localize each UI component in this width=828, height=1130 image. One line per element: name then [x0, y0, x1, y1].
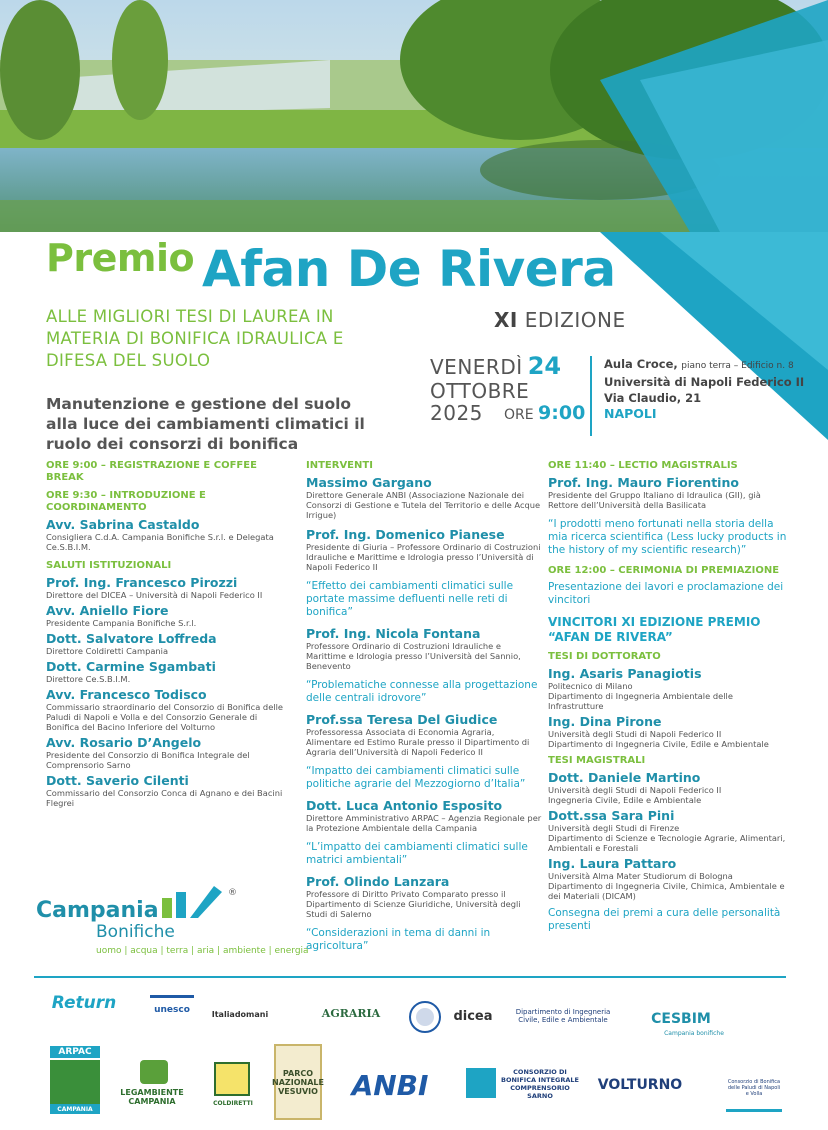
speaker-desc: Presidente di Giuria – Professore Ordinario di Costruzioni Idrauliche e Marittime e Idrologia presso l’Università di Napoli Federico II	[306, 542, 541, 572]
ceremony-desc: Presentazione dei lavori e proclamazione dei vincitori	[548, 581, 784, 606]
moderator-name: Avv. Sabrina Castaldo	[46, 517, 200, 532]
winner-name: Dott.ssa Sara Pini	[548, 808, 675, 823]
spacer	[306, 867, 542, 871]
sponsor-agraria: AGRARIA	[321, 1006, 381, 1020]
logo-registered: ®	[228, 888, 237, 898]
speaker-name: Prof. Ing. Francesco Pirozzi	[46, 575, 238, 590]
legambiente-leaf-icon	[140, 1060, 168, 1084]
talk-title: “Problematiche connesse alla progettazione delle centrali idrovore”	[306, 679, 538, 704]
venue-university: Università di Napoli Federico II	[604, 375, 805, 389]
venue-room-detail: piano terra – Edificio n. 8	[681, 361, 794, 371]
award-title: Afan De Rivera	[202, 240, 616, 298]
edition-number: XI	[494, 308, 518, 332]
program-column-3	[548, 460, 788, 933]
speaker-desc: Direttore Generale ANBI (Associazione Nazionale dei Consorzi di Gestione e Tutela del Territorio e delle Acque Irrigue)	[306, 490, 541, 520]
edition-label	[494, 308, 626, 332]
date-time: 9:00	[538, 402, 586, 424]
arpac-map-icon	[50, 1060, 100, 1104]
winner-desc: Università degli Studi di Napoli Federico II Dipartimento di Ingegneria Civile, Edile e Ambientale	[548, 729, 769, 749]
talk-title: “Impatto dei cambiamenti climatici sulle politiche agrarie del Mezzogiorno d’Italia”	[306, 765, 526, 790]
speaker-desc: Direttore Amministrativo ARPAC – Agenzia Regionale per la Protezione Ambientale della Campania	[306, 813, 542, 833]
speaker-name: Prof.ssa Teresa Del Giudice	[306, 712, 498, 727]
introduction-heading: ORE 9:30 – INTRODUZIONE E COORDINAMENTO	[46, 490, 206, 513]
date-ore: ORE	[504, 407, 534, 423]
speaker-name: Dott. Carmine Sgambati	[46, 659, 216, 674]
registration-heading: ORE 9:00 – REGISTRAZIONE E COFFEE BREAK	[46, 460, 257, 483]
sponsor-arpac: ARPAC	[50, 1046, 100, 1058]
footer-separator	[34, 976, 786, 978]
hero-image	[0, 0, 828, 232]
closing-note: Consegna dei premi a cura delle personalità presenti	[548, 907, 781, 932]
speaker-name: Avv. Rosario D’Angelo	[46, 735, 202, 750]
sponsor-dicea: dicea	[453, 1008, 493, 1024]
spacer	[306, 953, 542, 957]
winner-desc: Università Alma Mater Studiorum di Bologna Dipartimento di Ingegneria Civile, Chimica, Ambientale e dei Materiali (DICAM)	[548, 871, 785, 901]
speaker-desc: Professoressa Associata di Economia Agraria, Alimentare ed Estimo Rurale presso il Dipartimento di Agraria dell’Università di Napoli Federico II	[306, 727, 530, 757]
sponsor-unesco: unesco	[150, 995, 194, 1021]
sponsor-anbi: ANBI	[351, 1068, 429, 1102]
speaker-desc: Direttore del DICEA – Università di Napoli Federico II	[46, 590, 263, 600]
divider	[590, 356, 592, 436]
speaker-name: Avv. Aniello Fiore	[46, 603, 169, 618]
speaker-name: Dott. Saverio Cilenti	[46, 773, 189, 788]
sponsor-volturno: VOLTURNO	[597, 1077, 683, 1093]
talk-title: “L’impatto dei cambiamenti climatici sulle matrici ambientali”	[306, 841, 528, 866]
moderator-desc: Consigliera C.d.A. Campania Bonifiche S.r.l. e Delegata Ce.S.B.I.M.	[46, 532, 274, 552]
winners-title: VINCITORI XI EDIZIONE PREMIO “AFAN DE RIVERA”	[548, 615, 761, 644]
sponsor-dicea-dept: Dipartimento di Ingegneria Civile, Edile e Ambientale	[515, 1008, 611, 1024]
sponsor-cesbim-sub: Campania bonifiche	[664, 1029, 724, 1037]
speaker-name: Dott. Salvatore Loffreda	[46, 631, 217, 646]
date-year: 2025	[430, 401, 483, 425]
sponsor-cesbim: CESBIM	[651, 1011, 711, 1027]
program-column-2	[306, 460, 542, 957]
interventi-heading: INTERVENTI	[306, 460, 373, 471]
coldiretti-icon	[214, 1062, 250, 1096]
winner-name: Dott. Daniele Martino	[548, 770, 701, 785]
lectio-desc: Presidente del Gruppo Italiano di Idraulica (GII), già Rettore dell’Università della Basilicata	[548, 490, 761, 510]
logo-tagline: uomo | acqua | terra | aria | ambiente | energia	[96, 946, 309, 956]
talk-title: “Considerazioni in tema di danni in agricoltura”	[306, 927, 491, 952]
logo-name: Campania	[36, 898, 159, 923]
venue-room: Aula Croce,	[604, 357, 678, 371]
campania-bonifiche-logo	[36, 884, 309, 964]
date-day: VENERDÌ	[430, 355, 523, 379]
award-subtitle: ALLE MIGLIORI TESI DI LAUREA IN MATERIA DI BONIFICA IDRAULICA E DIFESA DEL SUOLO	[46, 307, 344, 370]
dottorato-heading: TESI DI DOTTORATO	[548, 651, 661, 662]
sponsor-italiadomani: Italiadomani	[211, 1009, 269, 1019]
lectio-name: Prof. Ing. Mauro Fiorentino	[548, 475, 739, 490]
lectio-quote: “I prodotti meno fortunati nella storia della mia ricerca scientifica (Less lucky products in the history of my scientific research)”	[548, 518, 787, 556]
talk-title: “Effetto dei cambiamenti climatici sulle portate massime defluenti nelle reti di bonifica”	[306, 580, 514, 618]
spacer	[306, 791, 542, 795]
winner-desc: Politecnico di Milano Dipartimento di Ingegneria Ambientale delle Infrastrutture	[548, 681, 733, 711]
speaker-name: Prof. Ing. Domenico Pianese	[306, 527, 505, 542]
sponsor-paludi: Consorzio di Bonifica delle Paludi di Napoli e Volla	[726, 1066, 782, 1112]
venue-city: NAPOLI	[604, 406, 657, 421]
ceremony-heading: ORE 12:00 – CERIMONIA DI PREMIAZIONE	[548, 565, 780, 576]
sponsor-arpac-sub: CAMPANIA	[50, 1104, 100, 1114]
lectio-heading: ORE 11:40 – LECTIO MAGISTRALIS	[548, 460, 738, 471]
sponsor-sarno: CONSORZIO DI BONIFICA INTEGRALE COMPRENSORIO SARNO	[501, 1068, 579, 1100]
program-column-1	[46, 460, 284, 808]
speaker-name: Avv. Francesco Todisco	[46, 687, 207, 702]
spacer	[306, 520, 542, 524]
speaker-desc: Professore di Diritto Privato Comparato presso il Dipartimento di Scienze Giuridiche, Università degli Studi di Salerno	[306, 889, 521, 919]
federico-ii-seal-icon	[408, 1000, 442, 1034]
speaker-name: Massimo Gargano	[306, 475, 432, 490]
sponsor-legambiente: LEGAMBIENTE CAMPANIA	[120, 1088, 184, 1106]
winner-name: Ing. Dina Pirone	[548, 714, 662, 729]
saluti-heading: SALUTI ISTITUZIONALI	[46, 560, 172, 571]
spacer	[306, 619, 542, 623]
date-month: OTTOBRE	[430, 379, 530, 403]
event-date	[430, 352, 590, 424]
sarno-icon	[466, 1068, 496, 1098]
speaker-name: Prof. Olindo Lanzara	[306, 874, 450, 889]
spacer	[306, 705, 542, 709]
logo-sub: Bonifiche	[96, 922, 175, 942]
speaker-desc: Presidente del Consorzio di Bonifica Integrale del Comprensorio Sarno	[46, 750, 250, 770]
speaker-name: Prof. Ing. Nicola Fontana	[306, 626, 481, 641]
speaker-desc: Commissario straordinario del Consorzio di Bonifica delle Paludi di Napoli e Volla e del Consorzio Generale di Bonifica del Bacino Inferiore del Volturno	[46, 702, 284, 732]
logo-mark-icon	[162, 884, 224, 920]
venue-street: Via Claudio, 21	[604, 391, 702, 405]
speaker-desc: Professore Ordinario di Costruzioni Idrauliche e Marittime e Idrologia presso l’Università del Sannio, Benevento	[306, 641, 521, 671]
speaker-desc: Direttore Ce.S.B.I.M.	[46, 674, 131, 684]
winner-name: Ing. Laura Pattaro	[548, 856, 677, 871]
premio-label: Premio	[46, 236, 195, 280]
speaker-name: Dott. Luca Antonio Esposito	[306, 798, 503, 813]
venue	[604, 356, 804, 422]
sponsor-coldiretti: COLDIRETTI	[213, 1099, 253, 1107]
sponsor-return: Return	[51, 993, 117, 1013]
winner-name: Ing. Asaris Panagiotis	[548, 666, 702, 681]
sponsor-vesuvio: PARCO NAZIONALE VESUVIO	[274, 1044, 322, 1120]
winner-desc: Università degli Studi di Firenze Dipartimento di Scienze e Tecnologie Agrarie, Alimentari, Ambientali e Forestali	[548, 823, 786, 853]
speaker-desc: Commissario del Consorzio Conca di Agnano e dei Bacini Flegrei	[46, 788, 283, 808]
speaker-desc: Direttore Coldiretti Campania	[46, 646, 169, 656]
speaker-desc: Presidente Campania Bonifiche S.r.l.	[46, 618, 197, 628]
winner-desc: Università degli Studi di Napoli Federico II Ingegneria Civile, Edile e Ambientale	[548, 785, 722, 805]
edition-word: EDIZIONE	[524, 308, 626, 332]
date-number: 24	[527, 352, 562, 380]
event-theme: Manutenzione e gestione del suolo alla luce dei cambiamenti climatici il ruolo dei consorzi di bonifica	[46, 395, 365, 453]
magistrali-heading: TESI MAGISTRALI	[548, 755, 646, 766]
